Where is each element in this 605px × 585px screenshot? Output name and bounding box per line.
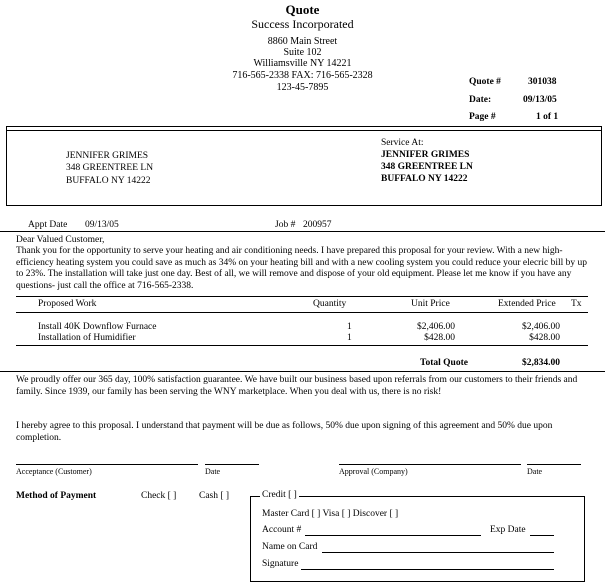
company-id: 123-45-7895 [276,82,329,93]
method-of-payment-label: Method of Payment [16,491,97,501]
row-quantity: 1 [347,333,352,343]
col-header-unit-price: Unit Price [411,299,450,309]
col-header-extended-price: Extended Price [498,299,556,309]
job-number-label: Job # [275,220,296,230]
date-label: Date: [469,95,492,105]
quote-number-value: 301038 [528,77,557,87]
account-number-line[interactable] [305,535,481,536]
exp-date-label: Exp Date [490,525,526,535]
name-on-card-label: Name on Card [262,542,318,552]
row-extended-price: $428.00 [529,333,560,343]
approval-label: Approval (Company) [339,467,408,476]
letter-body: Thank you for the opportunity to serve your heating and air conditioning needs. I have prepared this proposal for your review. With a new high-efficiency heating system you could save as much as 34% on your heating bill and with a new cooling system you could reduce your elecric bill by up to 23%. The installation will take just one day. Best of all, we will remove and dispose of your old equipment. Please let me know if you have any questions- just call the office at 716-565-2338. [16,246,587,291]
row-quantity: 1 [347,322,352,332]
company-phone-fax: 716-565-2338 FAX: 716-565-2328 [232,70,373,81]
date-value: 09/13/05 [523,95,557,105]
service-at-name: JENNIFER GRIMES [381,150,470,160]
total-quote-label: Total Quote [420,358,468,368]
company-address-street: 8860 Main Street [267,36,338,47]
approval-signature-line[interactable] [339,464,521,465]
company-address-suite: Suite 102 [283,47,322,58]
exp-date-line[interactable] [530,535,554,536]
address-box-inner-rule [6,130,602,131]
row-unit-price: $2,406.00 [417,322,455,332]
col-header-quantity: Quantity [313,299,347,309]
total-quote-value: $2,834.00 [522,358,560,368]
company-name: Success Incorporated [251,17,354,31]
row-work: Installation of Humidifier [38,333,136,343]
service-at-city: BUFFALO NY 14222 [381,174,468,184]
guarantee-text: We proudly offer our 365 day, 100% satisfaction guarantee. We have built our business based upon referrals from our customers to their friends and family. Since 1939, our family has been serving the WNY marketplace. When you deal with us, there is no risk! [16,375,578,397]
name-on-card-line[interactable] [322,552,554,553]
account-number-label: Account # [262,525,302,535]
acceptance-date-label: Date [205,467,221,476]
col-header-tax: Tx [571,299,582,309]
approval-date-label: Date [527,467,543,476]
credit-checkbox[interactable]: Credit [ ] [262,490,297,500]
acceptance-label: Acceptance (Customer) [16,467,92,476]
service-at-label: Service At: [381,138,424,148]
table-header-top-rule [16,296,588,297]
appt-date-value: 09/13/05 [85,220,119,230]
card-signature-line[interactable] [301,569,554,570]
letter-greeting: Dear Valued Customer, [16,235,105,245]
job-number-value: 200957 [303,220,332,230]
appt-date-label: Appt Date [28,220,68,230]
quote-number-label: Quote # [469,77,501,87]
approval-date-line[interactable] [527,464,581,465]
agreement-text: I hereby agree to this proposal. I understand that payment will be due as follows, 50% due upon signing of this agreement and 50% due upon completion. [16,421,553,443]
page-label: Page # [469,112,496,122]
signature-label: Signature [262,559,299,569]
acceptance-signature-line[interactable] [16,464,198,465]
col-header-work: Proposed Work [38,299,97,309]
row-unit-price: $428.00 [424,333,455,343]
service-at-street: 348 GREENTREE LN [381,162,473,172]
bill-to-city: BUFFALO NY 14222 [66,176,151,186]
row-extended-price: $2,406.00 [522,322,560,332]
company-address-city: Williamsville NY 14221 [253,58,352,69]
row-work: Install 40K Downflow Furnace [38,322,157,332]
card-type-options[interactable]: Master Card [ ] Visa [ ] Discover [ ] [262,509,399,519]
appt-rule [0,231,605,232]
page-value: 1 of 1 [536,112,559,122]
total-rule [0,371,605,372]
table-header-bottom-rule [16,312,588,313]
table-bottom-rule [16,345,588,346]
cash-checkbox[interactable]: Cash [ ] [199,491,230,501]
bill-to-name: JENNIFER GRIMES [66,151,149,161]
document-title: Quote [285,2,320,17]
acceptance-date-line[interactable] [205,464,259,465]
bill-to-street: 348 GREENTREE LN [66,163,154,173]
check-checkbox[interactable]: Check [ ] [141,491,177,501]
